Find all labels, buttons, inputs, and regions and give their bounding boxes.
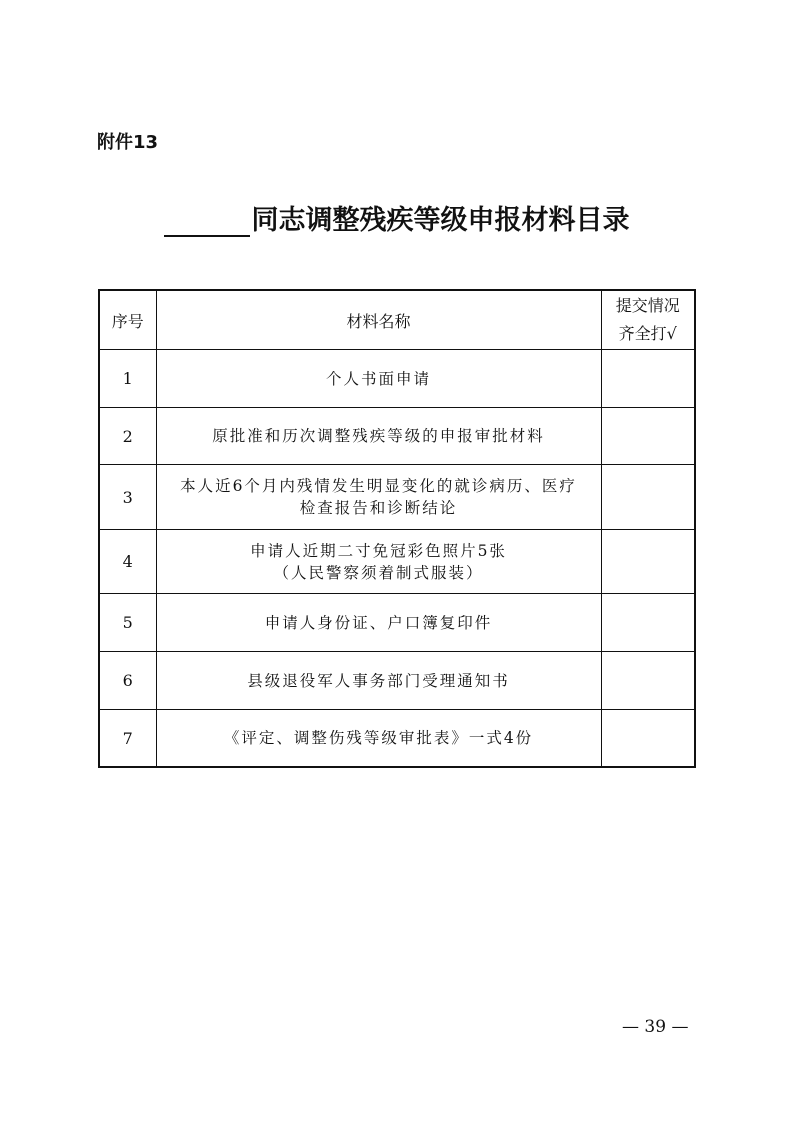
header-name: 材料名称	[156, 290, 601, 350]
material-name-line: 个人书面申请	[325, 369, 431, 388]
header-status	[601, 290, 695, 350]
table-row	[99, 710, 695, 768]
header-status-line1: 提交情况	[615, 296, 680, 315]
status-cell[interactable]	[601, 408, 695, 465]
status-cell[interactable]	[601, 710, 695, 768]
material-name	[156, 652, 601, 710]
material-name	[156, 710, 601, 768]
material-name-line: 县级退役军人事务部门受理通知书	[247, 671, 510, 690]
table-row	[99, 350, 695, 408]
material-name-line: 申请人身份证、户口簿复印件	[264, 613, 493, 632]
materials-table	[98, 289, 696, 768]
row-number: 4	[99, 530, 156, 594]
header-no: 序号	[99, 290, 156, 350]
row-number: 7	[99, 710, 156, 768]
material-name-line: 检查报告和诊断结论	[299, 499, 458, 517]
table-header-row	[99, 290, 695, 350]
material-name-line: 原批准和历次调整残疾等级的申报审批材料	[212, 427, 545, 445]
material-name-line: （人民警察须着制式服装）	[273, 563, 484, 582]
row-number: 3	[99, 465, 156, 530]
page-number: — 39 —	[622, 1017, 689, 1037]
row-number: 6	[99, 652, 156, 710]
name-blank-line	[164, 207, 250, 237]
material-name	[156, 408, 601, 465]
table-row	[99, 594, 695, 652]
row-number: 1	[99, 350, 156, 408]
header-status-line2: 齐全打√	[618, 324, 677, 343]
status-cell[interactable]	[601, 350, 695, 408]
row-number: 5	[99, 594, 156, 652]
table-row	[99, 465, 695, 530]
material-name-line: 本人近6个月内残情发生明显变化的就诊病历、医疗	[180, 477, 577, 495]
annex-label: 附件13	[97, 132, 159, 153]
table-row	[99, 408, 695, 465]
material-name-line: 《评定、调整伤残等级审批表》一式4份	[223, 729, 534, 747]
material-name-line: 申请人近期二寸免冠彩色照片5张	[250, 541, 507, 560]
row-number: 2	[99, 408, 156, 465]
status-cell[interactable]	[601, 465, 695, 530]
material-name	[156, 350, 601, 408]
status-cell[interactable]	[601, 652, 695, 710]
material-name	[156, 530, 601, 594]
title-text: 同志调整残疾等级申报材料目录	[251, 205, 630, 236]
material-name	[156, 465, 601, 530]
table-row	[99, 530, 695, 594]
table-row	[99, 652, 695, 710]
material-name	[156, 594, 601, 652]
document-title	[0, 198, 793, 237]
status-cell[interactable]	[601, 530, 695, 594]
status-cell[interactable]	[601, 594, 695, 652]
